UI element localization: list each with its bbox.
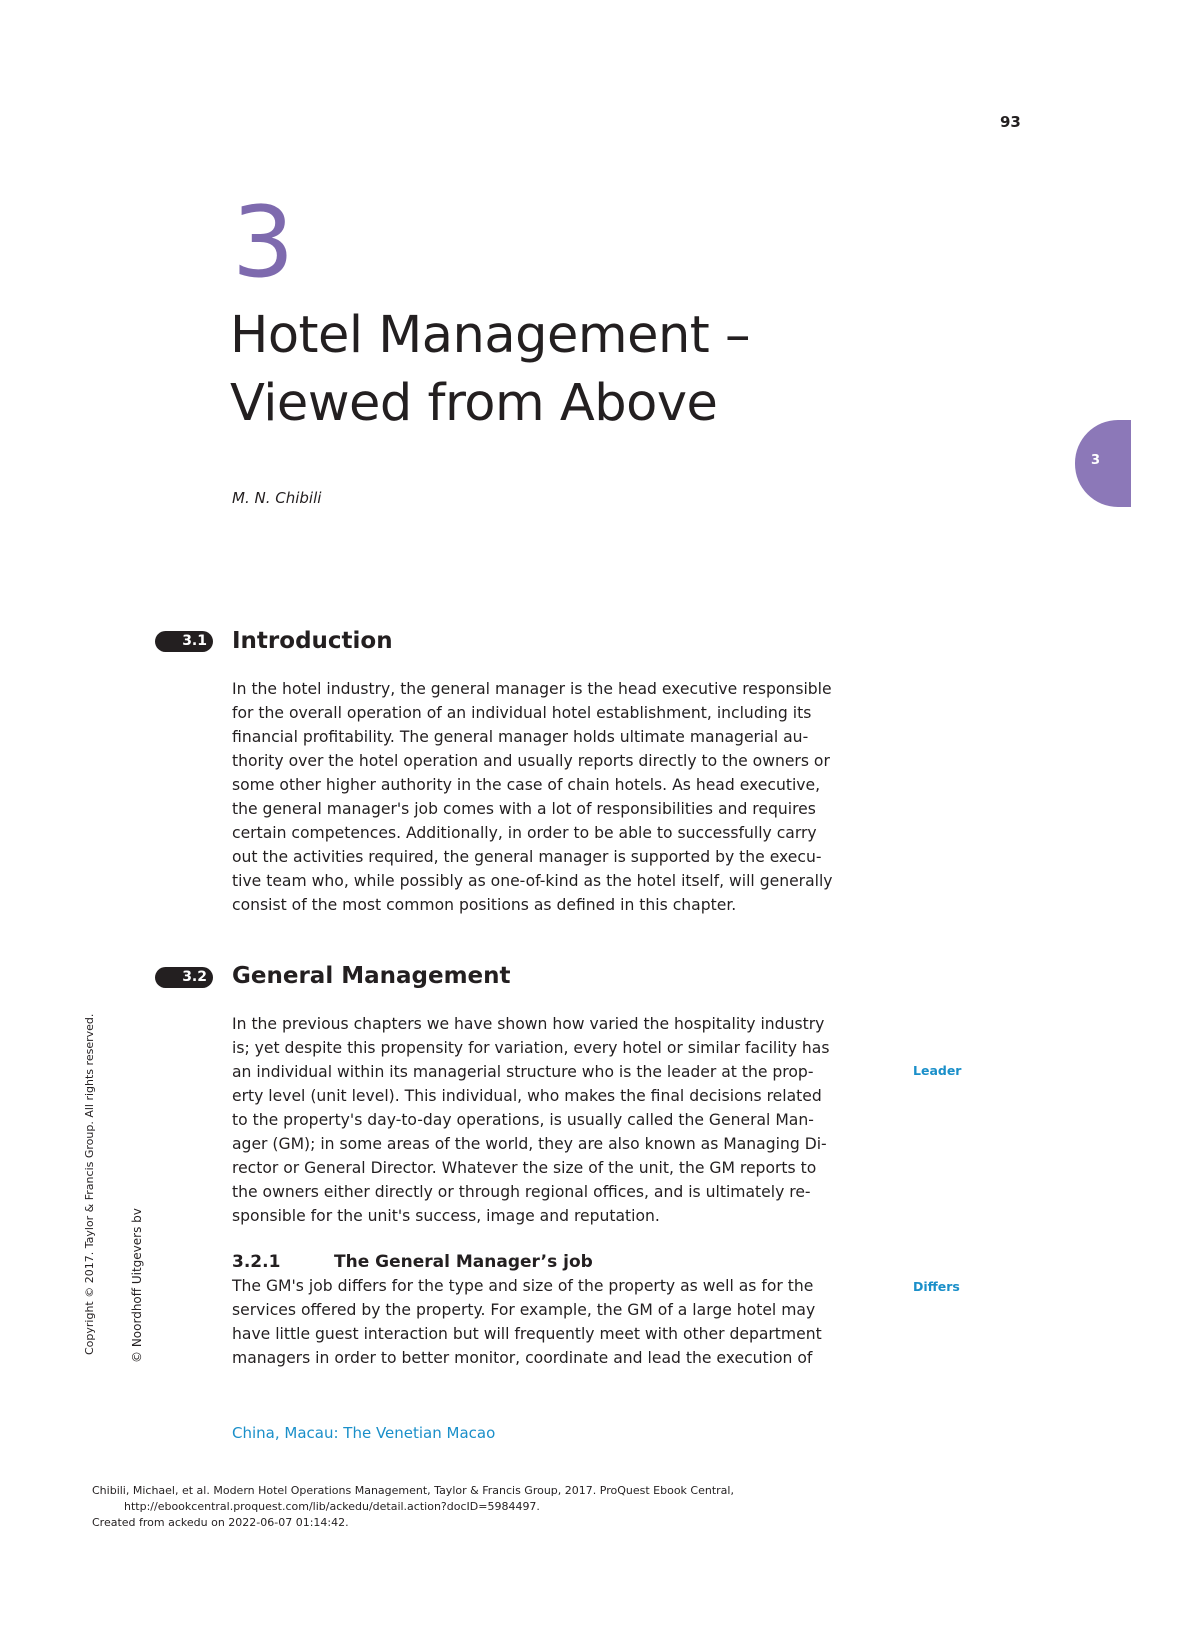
chapter-thumb-tab (1075, 420, 1131, 507)
footer-created: Created from ackedu on 2022-06-07 01:14:42. (92, 1516, 349, 1529)
thumb-tab-label: 3 (1091, 453, 1101, 468)
text-line: certain competences. Additionally, in order to be able to successfully carry (232, 824, 817, 842)
text-line: consist of the most common positions as defined in this chapter. (232, 896, 737, 914)
margin-note-leader: Leader (913, 1063, 962, 1078)
text-line: managers in order to better monitor, coordinate and lead the execution of (232, 1349, 813, 1367)
section-heading-general-management: General Management (232, 963, 511, 989)
text-line: The GM's job differs for the type and size of the property as well as for the (232, 1277, 814, 1295)
chapter-author: M. N. Chibili (232, 489, 322, 507)
text-line: In the hotel industry, the general manager is the head executive responsible (232, 680, 832, 698)
side-publisher-notice: © Noordhoff Uitgevers bv (130, 1208, 144, 1363)
text-line: financial profitability. The general manager holds ultimate managerial au- (232, 728, 809, 746)
text-line: some other higher authority in the case of chain hotels. As head executive, (232, 776, 821, 794)
text-line: an individual within its managerial structure who is the leader at the prop- (232, 1063, 814, 1081)
text-line: for the overall operation of an individual hotel establishment, including its (232, 704, 812, 722)
gm-job-paragraph (232, 1274, 892, 1370)
side-copyright-notice: Copyright © 2017. Taylor & Francis Group. All rights reserved. (83, 1013, 96, 1355)
footer-citation: Chibili, Michael, et al. Modern Hotel Operations Management, Taylor & Francis Group, 2017. ProQuest Ebook Central, (92, 1484, 734, 1497)
text-line: to the property's day-to-day operations, is usually called the General Man- (232, 1111, 814, 1129)
page-number: 93 (1000, 113, 1021, 131)
chapter-number: 3 (232, 186, 295, 300)
section-badge-3-1: 3.1 (155, 631, 213, 652)
subsection-number: 3.2.1 (232, 1252, 281, 1272)
text-line: services offered by the property. For example, the GM of a large hotel may (232, 1301, 816, 1319)
text-line: thority over the hotel operation and usually reports directly to the owners or (232, 752, 830, 770)
photo-caption: China, Macau: The Venetian Macao (232, 1424, 496, 1442)
subsection-title: The General Manager’s job (334, 1252, 593, 1272)
chapter-title (230, 302, 930, 438)
text-line: the general manager's job comes with a lot of responsibilities and requires (232, 800, 816, 818)
footer-link: http://ebookcentral.proquest.com/lib/ackedu/detail.action?docID=5984497. (124, 1500, 540, 1513)
text-line: have little guest interaction but will frequently meet with other department (232, 1325, 822, 1343)
text-line: the owners either directly or through regional offices, and is ultimately re- (232, 1183, 811, 1201)
introduction-paragraph (232, 677, 892, 917)
section-badge-3-2: 3.2 (155, 967, 213, 988)
text-line: is; yet despite this propensity for variation, every hotel or similar facility has (232, 1039, 830, 1057)
section-heading-introduction: Introduction (232, 628, 393, 654)
chapter-title-line-1: Hotel Management – (230, 306, 750, 365)
general-management-paragraph (232, 1012, 892, 1228)
source-footer (92, 1483, 734, 1531)
text-line: erty level (unit level). This individual, who makes the final decisions related (232, 1087, 822, 1105)
text-line: sponsible for the unit's success, image and reputation. (232, 1207, 660, 1225)
subsection-heading (232, 1250, 593, 1274)
text-line: tive team who, while possibly as one-of-kind as the hotel itself, will generally (232, 872, 833, 890)
text-line: rector or General Director. Whatever the size of the unit, the GM reports to (232, 1159, 817, 1177)
margin-note-differs: Differs (913, 1279, 960, 1294)
text-line: ager (GM); in some areas of the world, they are also known as Managing Di- (232, 1135, 827, 1153)
text-line: out the activities required, the general manager is supported by the execu- (232, 848, 822, 866)
text-line: In the previous chapters we have shown how varied the hospitality industry (232, 1015, 825, 1033)
chapter-title-line-2: Viewed from Above (230, 374, 718, 433)
